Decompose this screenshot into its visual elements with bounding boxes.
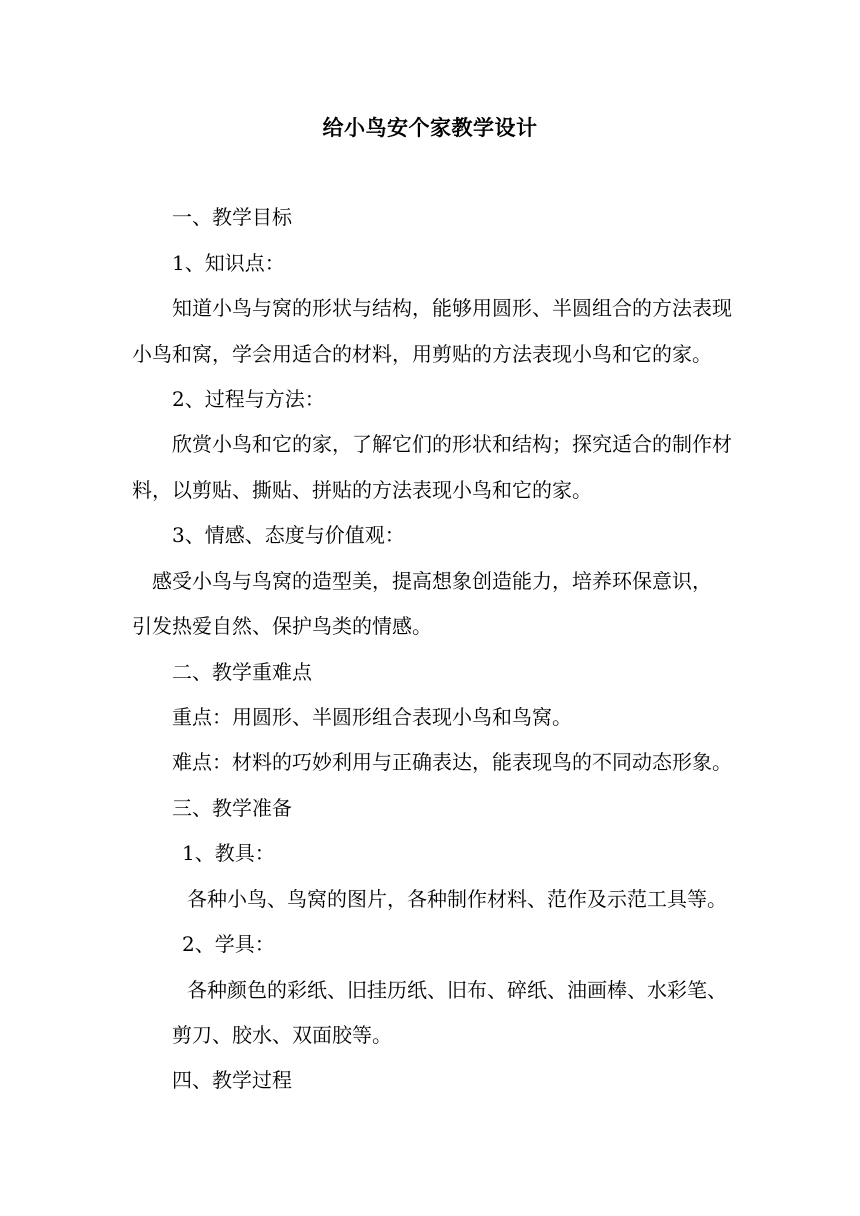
subheading-knowledge: 1、知识点： bbox=[172, 251, 285, 275]
paragraph-line: 引发热爱自然、保护鸟类的情感。 bbox=[132, 614, 432, 638]
section-heading-objectives: 一、教学目标 bbox=[172, 205, 292, 229]
subheading-teaching-aids: 1、教具： bbox=[182, 841, 275, 865]
paragraph-line: 料，以剪贴、撕贴、拼贴的方法表现小鸟和它的家。 bbox=[132, 478, 592, 502]
paragraph-line: 重点：用圆形、半圆形组合表现小鸟和鸟窝。 bbox=[172, 705, 572, 729]
section-heading-process: 四、教学过程 bbox=[172, 1068, 292, 1092]
subheading-attitude: 3、情感、态度与价值观： bbox=[172, 523, 405, 547]
section-heading-key-points: 二、教学重难点 bbox=[172, 660, 312, 684]
document-title: 给小鸟安个家教学设计 bbox=[322, 115, 538, 140]
paragraph-line: 各种小鸟、鸟窝的图片，各种制作材料、范作及示范工具等。 bbox=[187, 887, 727, 911]
paragraph-line: 小鸟和窝，学会用适合的材料，用剪贴的方法表现小鸟和它的家。 bbox=[132, 342, 712, 366]
paragraph-line: 难点：材料的巧妙利用与正确表达，能表现鸟的不同动态形象。 bbox=[172, 750, 732, 774]
paragraph-line: 各种颜色的彩纸、旧挂历纸、旧布、碎纸、油画棒、水彩笔、 bbox=[187, 978, 727, 1002]
paragraph-line: 感受小鸟与鸟窝的造型美，提高想象创造能力，培养环保意识， bbox=[152, 569, 712, 593]
paragraph-line: 欣赏小鸟和它的家，了解它们的形状和结构；探究适合的制作材 bbox=[172, 432, 732, 456]
section-heading-preparation: 三、教学准备 bbox=[172, 796, 292, 820]
subheading-process: 2、过程与方法： bbox=[172, 387, 325, 411]
subheading-student-tools: 2、学具： bbox=[182, 932, 275, 956]
paragraph-line: 剪刀、胶水、双面胶等。 bbox=[172, 1023, 392, 1047]
paragraph-line: 知道小鸟与窝的形状与结构，能够用圆形、半圆组合的方法表现 bbox=[172, 296, 732, 320]
